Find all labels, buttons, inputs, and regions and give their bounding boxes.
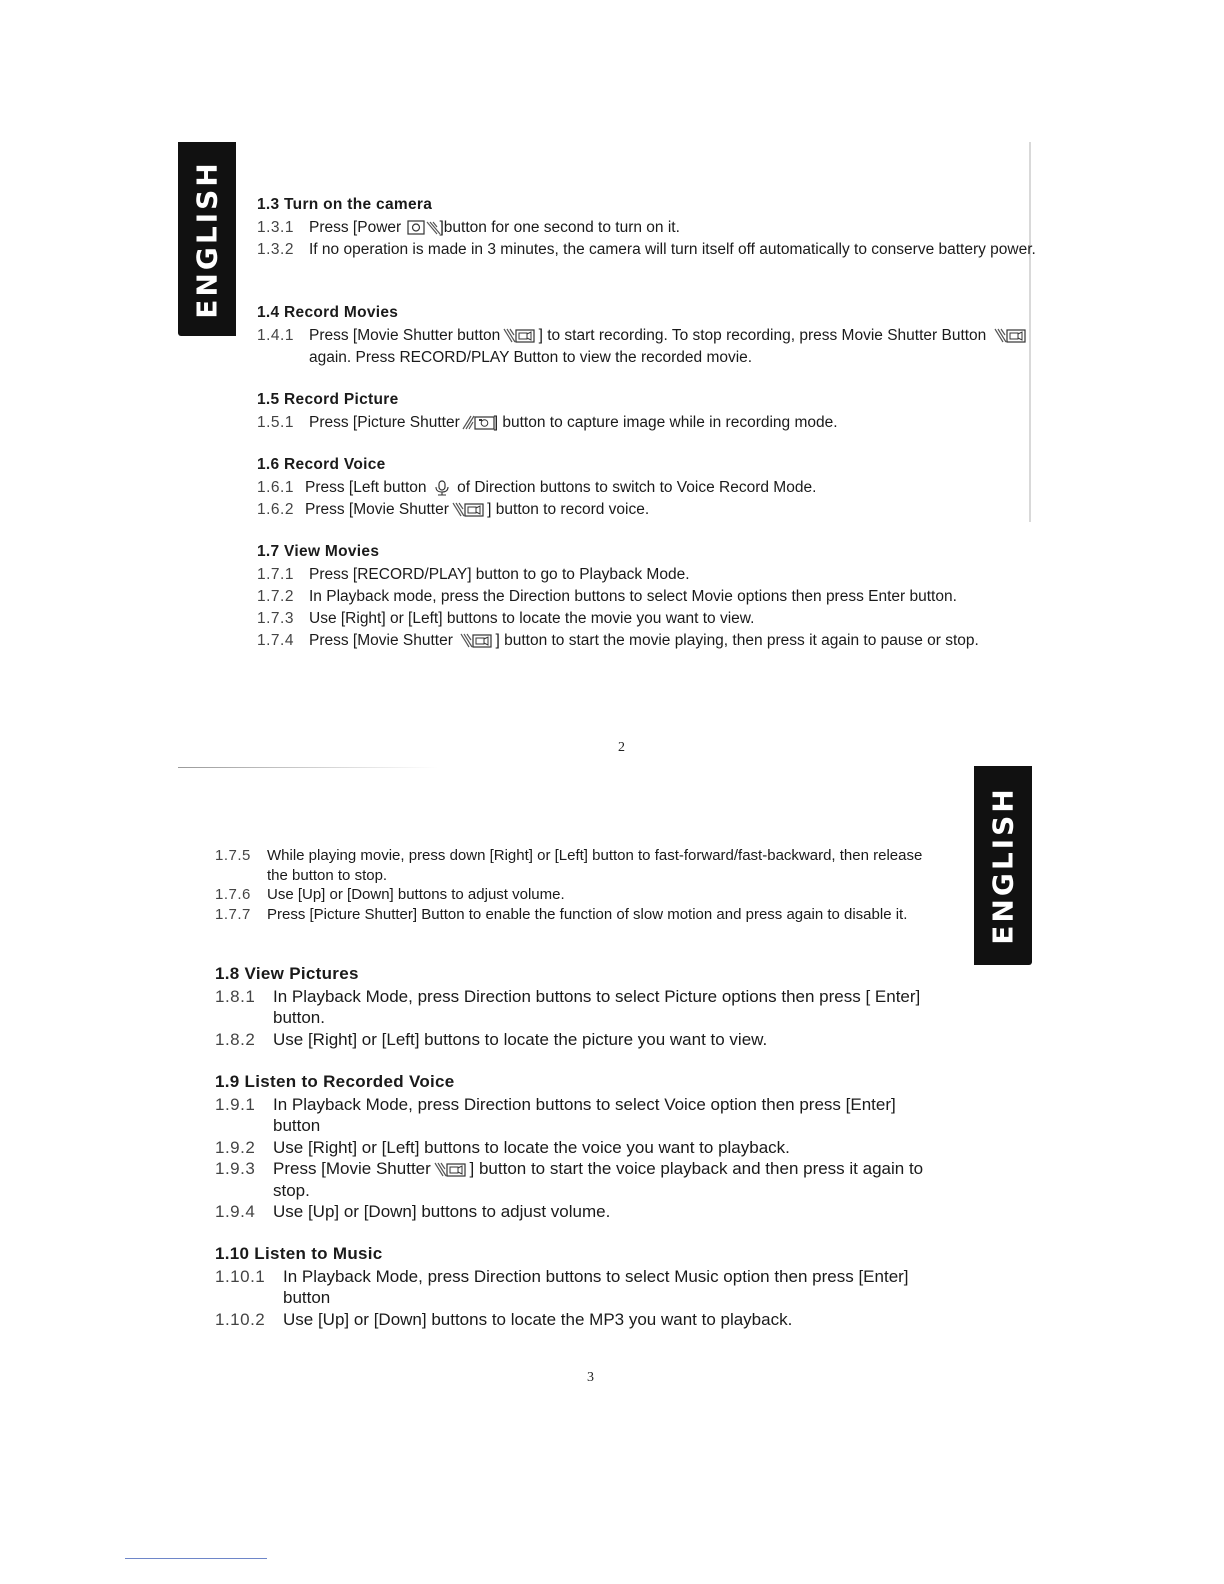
item-text: If no operation is made in 3 minutes, the camera will turn itself off automatically to conserve battery power. [309,241,1036,258]
item-number: 1.7.7 [215,905,251,923]
section-title: 1.10 Listen to Music [215,1244,383,1263]
item-text: ] button to capture image while in recording mode. [493,414,838,431]
language-side-tab [974,766,1032,965]
movie-shutter-icon [993,328,1023,343]
section-title: 1.3 Turn on the camera [257,196,433,213]
list-item [215,1309,955,1331]
list-item [257,630,1037,652]
item-number: 1.6.2 [257,501,294,518]
list-item [215,846,955,885]
item-text: Press [Picture Shutter] Button to enable the function of slow motion and press again to disable it. [267,905,908,923]
list-item [257,586,1037,608]
item-number: 1.9.3 [215,1159,256,1178]
list-item [215,1201,955,1223]
side-tab-label: ENGLISH [190,159,224,319]
picture-shutter-icon [462,415,492,430]
item-text: Press [Movie Shutter button [309,327,501,344]
item-text: ] to start recording. To stop recording, press Movie Shutter Button [538,327,987,344]
item-number: 1.10.1 [215,1266,266,1286]
list-item [215,986,955,1029]
item-number: 1.4.1 [257,327,294,344]
list-item [257,217,1037,239]
item-number: 1.3.1 [257,219,294,236]
item-number: 1.6.1 [257,479,294,496]
list-item [257,239,1037,261]
item-number: 1.7.2 [257,588,294,605]
item-text: Press [Power [309,219,402,236]
section-title: 1.7 View Movies [257,543,380,560]
power-button-icon [407,220,437,235]
item-text: Press [Movie Shutter [309,632,453,649]
list-item [257,477,1037,499]
item-text: ] button to start the voice playback and then press it again to stop. [273,1159,924,1200]
item-number: 1.7.4 [257,632,294,649]
section-record-picture [257,389,1037,434]
list-item [257,608,1037,630]
list-item [215,1094,955,1137]
item-number: 1.7.5 [215,847,251,864]
item-text: While playing movie, press down [Right] or [Left] button to fast-forward/fast-backward, then release the button to stop. [267,847,923,884]
item-number: 1.7.1 [257,566,294,583]
item-number: 1.3.2 [257,241,294,258]
item-number: 1.8.1 [215,986,256,1006]
section-record-movies [257,302,1037,369]
list-item [257,499,1037,521]
section-view-movies [257,541,1037,652]
movie-shutter-icon [459,633,489,648]
list-item [215,1266,955,1309]
item-text: Use [Up] or [Down] buttons to locate the MP3 you want to playback. [283,1309,793,1329]
item-number: 1.7.3 [257,610,294,627]
section-title: 1.6 Record Voice [257,456,386,473]
list-item [215,885,955,905]
section-turn-on-camera [257,194,1037,261]
item-text: Use [Right] or [Left] buttons to locate the movie you want to view. [309,610,755,627]
item-text: Use [Right] or [Left] buttons to locate the voice you want to playback. [273,1137,790,1157]
footer-link-underline [125,1558,267,1559]
list-item [215,905,955,925]
section-title: 1.4 Record Movies [257,304,399,321]
side-tab-label: ENGLISH [986,786,1020,945]
movie-shutter-icon [451,502,481,517]
item-number: 1.9.2 [215,1137,256,1157]
item-text: In Playback Mode, press Direction buttons to select Music option then press [Enter] button [283,1266,909,1307]
list-item [215,1137,955,1159]
item-text: Use [Up] or [Down] buttons to adjust volume. [267,886,565,903]
left-button-icon [433,480,451,495]
item-text: again. Press RECORD/PLAY Button to view the recorded movie. [309,349,753,366]
item-number: 1.5.1 [257,414,294,431]
section-title: 1.8 View Pictures [215,964,359,983]
item-number: 1.9.4 [215,1202,256,1221]
movie-shutter-icon [433,1162,463,1177]
item-text: ]button for one second to turn on it. [439,219,680,236]
item-text: Press [Left button [305,479,427,496]
section-title: 1.5 Record Picture [257,391,399,408]
list-item [215,1158,955,1201]
list-item [257,564,1037,586]
language-side-tab [178,142,236,336]
item-text: Use [Up] or [Down] buttons to adjust volume. [273,1202,611,1221]
item-text: of Direction buttons to switch to Voice Record Mode. [457,479,817,496]
section-view-pictures [215,963,955,1050]
section-listen-recorded-voice [215,1071,955,1223]
list-item [257,412,1037,434]
page-number: 3 [587,1370,594,1385]
list-item [215,1029,955,1051]
section-view-movies-continued [215,846,955,924]
item-text: Press [Movie Shutter [273,1159,431,1178]
movie-shutter-icon [502,328,532,343]
item-text: Press [RECORD/PLAY] button to go to Playback Mode. [309,566,690,583]
section-title: 1.9 Listen to Recorded Voice [215,1072,455,1091]
item-text: Press [Movie Shutter [305,501,449,518]
item-number: 1.9.1 [215,1094,256,1114]
section-listen-music [215,1243,955,1330]
item-text: In Playback Mode, press Direction buttons to select Voice option then press [Enter] button [273,1094,896,1135]
section-record-voice [257,454,1037,521]
list-item [257,325,1037,369]
item-text: Press [Picture Shutter [309,414,460,431]
item-number: 1.10.2 [215,1309,266,1329]
item-text: In Playback Mode, press Direction buttons to select Picture options then press [ Enter] button. [273,986,921,1027]
item-text: ] button to start the movie playing, then press it again to pause or stop. [495,632,979,649]
page-divider-horizontal [178,767,438,768]
item-text: ] button to record voice. [487,501,650,518]
page-number: 2 [618,740,625,755]
item-text: Use [Right] or [Left] buttons to locate the picture you want to view. [273,1029,768,1049]
item-text: In Playback mode, press the Direction buttons to select Movie options then press Enter button. [309,588,957,605]
item-number: 1.7.6 [215,886,251,903]
item-number: 1.8.2 [215,1029,256,1049]
